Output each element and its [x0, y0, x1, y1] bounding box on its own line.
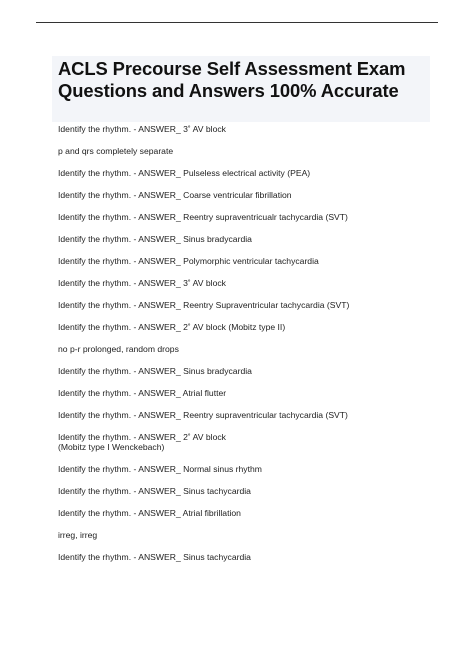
qa-line: Identify the rhythm. - ANSWER_ Normal sinus rhythm — [58, 464, 262, 474]
qa-entry-1 — [58, 124, 226, 134]
qa-line: irreg, irreg — [58, 530, 98, 540]
qa-entry-19 — [58, 530, 97, 540]
document-title-line-1: ACLS Precourse Self Assessment Exam — [58, 58, 406, 79]
qa-line: (Mobitz type I Wenckebach) — [58, 442, 165, 452]
qa-line: Identify the rhythm. - ANSWER_ Sinus tachycardia — [58, 486, 251, 496]
qa-entry-15 — [58, 432, 226, 452]
qa-entry-16 — [58, 464, 262, 474]
qa-line: Identify the rhythm. - ANSWER_ 2˚ AV block (Mobitz type II) — [58, 322, 286, 332]
qa-entry-9 — [58, 300, 349, 310]
qa-line: Identify the rhythm. - ANSWER_ Reentry Supraventricular tachycardia (SVT) — [58, 300, 350, 310]
qa-entry-3 — [58, 168, 310, 178]
qa-entry-6 — [58, 234, 252, 244]
qa-entry-18 — [58, 508, 241, 518]
qa-line: Identify the rhythm. - ANSWER_ 3˚ AV block — [58, 278, 226, 288]
document-title-line-2: Questions and Answers 100% Accurate — [58, 80, 399, 101]
qa-entry-4 — [58, 190, 292, 200]
qa-line: Identify the rhythm. - ANSWER_ Atrial fibrillation — [58, 508, 241, 518]
qa-line: Identify the rhythm. - ANSWER_ 3˚ AV block — [58, 124, 226, 134]
qa-entry-11 — [58, 344, 179, 354]
qa-line: no p-r prolonged, random drops — [58, 344, 179, 354]
qa-entry-2 — [58, 146, 173, 156]
qa-line: Identify the rhythm. - ANSWER_ Polymorphic ventricular tachycardia — [58, 256, 319, 266]
qa-entry-14 — [58, 410, 348, 420]
qa-line: Identify the rhythm. - ANSWER_ Sinus bradycardia — [58, 234, 252, 244]
qa-entry-10 — [58, 322, 285, 332]
qa-line: Identify the rhythm. - ANSWER_ Reentry supraventricualr tachycardia (SVT) — [58, 212, 348, 222]
qa-entry-20 — [58, 552, 251, 562]
qa-line: Identify the rhythm. - ANSWER_ Reentry supraventricular tachycardia (SVT) — [58, 410, 348, 420]
qa-line: Identify the rhythm. - ANSWER_ Pulseless electrical activity (PEA) — [58, 168, 311, 178]
qa-entry-5 — [58, 212, 348, 222]
qa-line: Identify the rhythm. - ANSWER_ Sinus bradycardia — [58, 366, 252, 376]
qa-entry-17 — [58, 486, 251, 496]
qa-entry-12 — [58, 366, 252, 376]
qa-line: Identify the rhythm. - ANSWER_ Sinus tachycardia — [58, 552, 251, 562]
qa-entry-7 — [58, 256, 319, 266]
qa-line: p and qrs completely separate — [58, 146, 174, 156]
qa-line: Identify the rhythm. - ANSWER_ Atrial flutter — [58, 388, 227, 398]
qa-line: Identify the rhythm. - ANSWER_ Coarse ventricular fibrillation — [58, 190, 292, 200]
qa-entry-8 — [58, 278, 226, 288]
qa-line: Identify the rhythm. - ANSWER_ 2˚ AV block — [58, 432, 226, 442]
top-rule — [36, 22, 438, 23]
qa-entry-13 — [58, 388, 226, 398]
